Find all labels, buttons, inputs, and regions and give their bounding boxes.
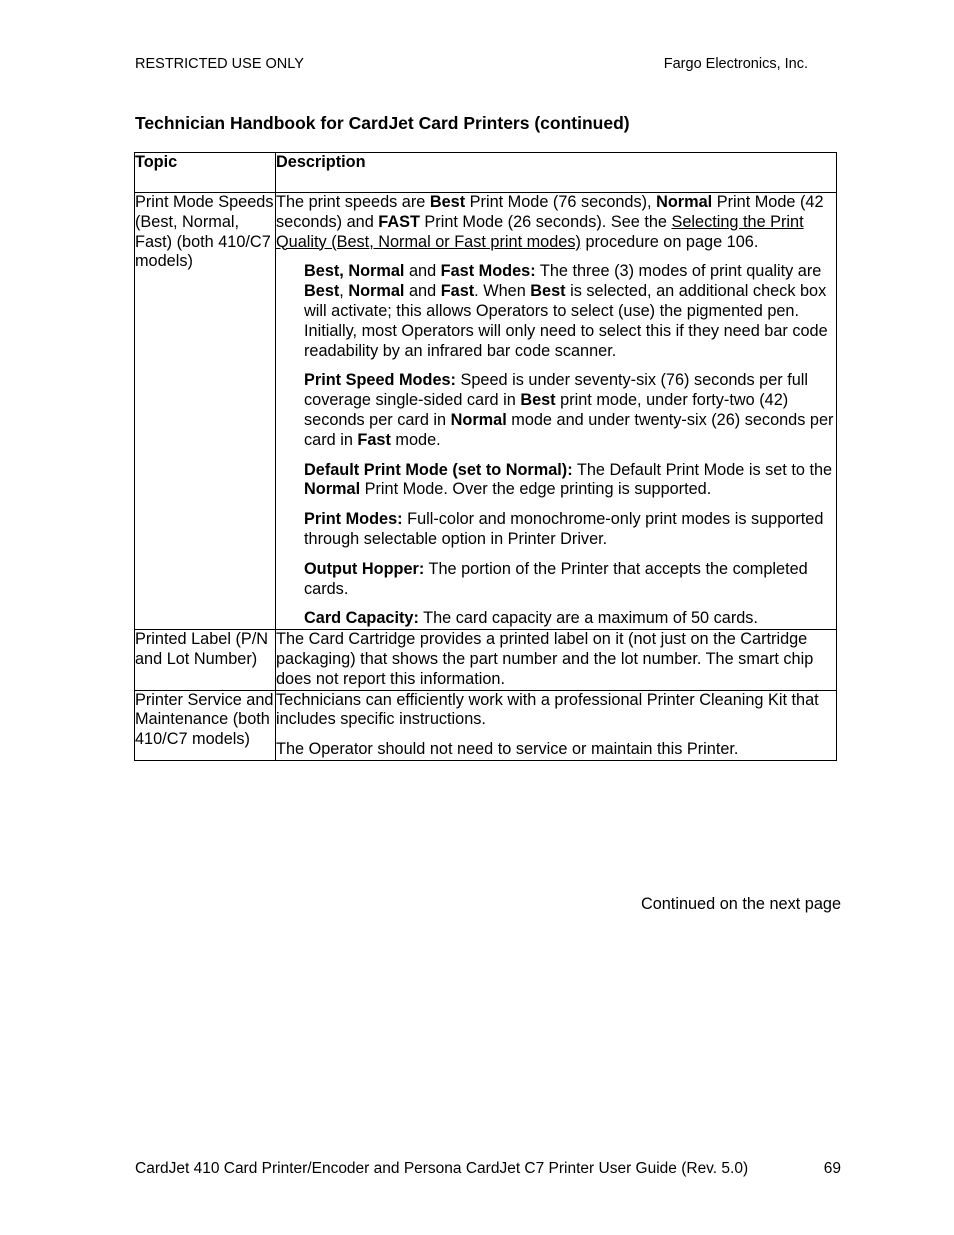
table-row (135, 690, 837, 760)
operator-paragraph: The Operator should not need to service or maintain this Printer. (276, 740, 739, 759)
table-header-row (135, 153, 837, 193)
continued-note: Continued on the next page (640, 895, 841, 913)
topic-cell: Printed Label (P/N and Lot Number) (135, 630, 276, 690)
print-modes-paragraph: Print Modes: Full-color and monochrome-only print modes is supported through selectable option in Printer Driver. (304, 510, 824, 548)
service-paragraph: Technicians can efficiently work with a professional Printer Cleaning Kit that includes specific instructions. (276, 690, 819, 729)
handbook-table (134, 152, 837, 761)
header-restricted: RESTRICTED USE ONLY (135, 56, 304, 72)
footer-guide-title: CardJet 410 Card Printer/Encoder and Persona CardJet C7 Printer User Guide (Rev. 5.0) (135, 1160, 749, 1177)
col-header-topic: Topic (135, 153, 276, 193)
col-header-description: Description (276, 153, 837, 193)
card-capacity-paragraph: Card Capacity: The card capacity are a maximum of 50 cards. (304, 609, 758, 628)
description-cell (276, 690, 837, 760)
topic-cell: Printer Service and Maintenance (both 410/C7 models) (135, 690, 276, 760)
page-number: 69 (823, 1160, 841, 1177)
description-cell (276, 193, 837, 630)
table-row (135, 630, 837, 690)
label-paragraph: The Card Cartridge provides a printed label on it (not just on the Cartridge packaging) that shows the part number and the lot number. The smart chip does not report this information. (276, 630, 814, 688)
description-cell (276, 630, 837, 690)
default-mode-paragraph: Default Print Mode (set to Normal): The Default Print Mode is set to the Normal Print Mode. Over the edge printing is supported. (304, 460, 833, 499)
header-company: Fargo Electronics, Inc. (663, 56, 808, 72)
speed-paragraph: Print Speed Modes: Speed is under seventy-six (76) seconds per full coverage single-sided card in Best print mode, under forty-two (42) seconds per card in Normal mode and under twenty-six (26) seconds per card in Fast mode. (304, 371, 834, 449)
modes-paragraph: Best, Normal and Fast Modes: The three (3) modes of print quality are Best, Normal and Fast. When Best is selected, an additional check box will activate; this allows Operators to select (use) the pigmented pen. Initially, most Operators will only need to select this if they need bar code readability by an infrared bar code scanner. (304, 262, 828, 360)
table-row (135, 193, 837, 630)
page-title: Technician Handbook for CardJet Card Printers (continued) (135, 113, 630, 133)
topic-cell: Print Mode Speeds (Best, Normal, Fast) (both 410/C7 models) (135, 193, 276, 630)
intro-paragraph: The print speeds are Best Print Mode (76 seconds), Normal Print Mode (42 seconds) and FAST Print Mode (26 seconds). See the Selecting the Print Quality (Best, Normal or Fast print modes) procedure on page 106. (276, 193, 824, 251)
procedure-link[interactable]: Selecting the Print Quality (Best, Normal or Fast print modes) (276, 212, 804, 251)
output-hopper-paragraph: Output Hopper: The portion of the Printer that accepts the completed cards. (304, 559, 808, 598)
